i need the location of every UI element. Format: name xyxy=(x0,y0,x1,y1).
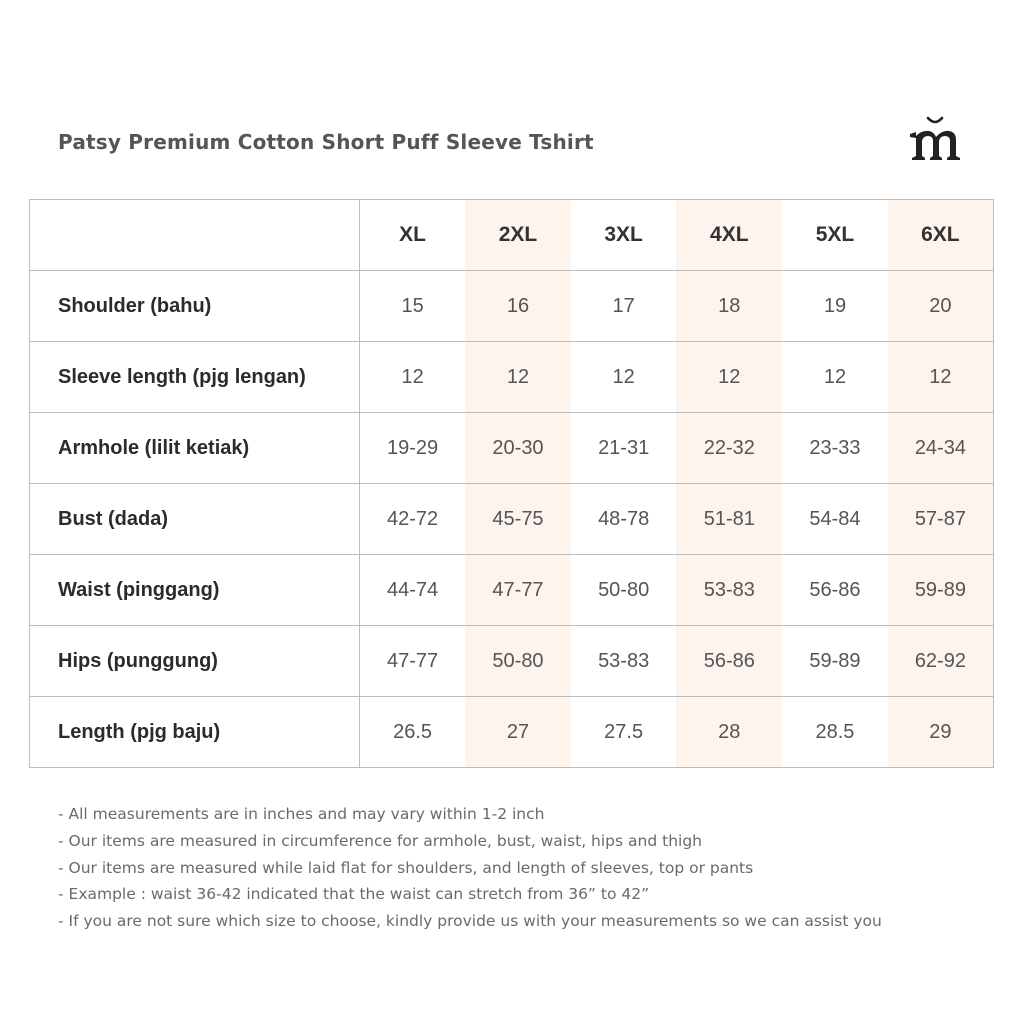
brand-logo-icon xyxy=(906,112,964,166)
table-cell: 12 xyxy=(888,342,994,413)
row-label: Bust (dada) xyxy=(30,484,360,555)
table-cell: 26.5 xyxy=(360,697,466,768)
note-item: - If you are not sure which size to choose, kindly provide us with your measurements so we can assist you xyxy=(58,912,882,931)
note-item: - Example : waist 36-42 indicated that the waist can stretch from 36” to 42” xyxy=(58,885,650,904)
table-cell: 57-87 xyxy=(888,484,994,555)
size-header-6xl: 6XL xyxy=(888,200,994,271)
size-header-xl: XL xyxy=(360,200,466,271)
table-cell: 18 xyxy=(676,271,782,342)
table-cell: 59-89 xyxy=(888,555,994,626)
table-row xyxy=(30,271,994,342)
table-cell: 17 xyxy=(571,271,677,342)
table-cell: 59-89 xyxy=(782,626,888,697)
size-header-row xyxy=(30,200,994,271)
table-cell: 56-86 xyxy=(782,555,888,626)
note-item: - Our items are measured in circumference for armhole, bust, waist, hips and thigh xyxy=(58,831,702,850)
table-cell: 12 xyxy=(571,342,677,413)
note-item: - All measurements are in inches and may vary within 1-2 inch xyxy=(58,805,545,823)
measurement-notes xyxy=(58,801,882,935)
row-label: Length (pjg baju) xyxy=(30,697,360,768)
table-cell: 53-83 xyxy=(676,555,782,626)
table-cell: 24-34 xyxy=(888,413,994,484)
table-cell: 28 xyxy=(676,697,782,768)
row-label: Sleeve length (pjg lengan) xyxy=(30,342,360,413)
table-cell: 16 xyxy=(465,271,571,342)
page-title: Patsy Premium Cotton Short Puff Sleeve Tshirt xyxy=(58,130,594,154)
table-cell: 47-77 xyxy=(360,626,466,697)
table-cell: 21-31 xyxy=(571,413,677,484)
size-chart-table xyxy=(29,199,994,768)
table-cell: 50-80 xyxy=(465,626,571,697)
table-cell: 28.5 xyxy=(782,697,888,768)
table-cell: 12 xyxy=(360,342,466,413)
row-label: Waist (pinggang) xyxy=(30,555,360,626)
table-row xyxy=(30,697,994,768)
size-header-4xl: 4XL xyxy=(676,200,782,271)
table-cell: 42-72 xyxy=(360,484,466,555)
table-row xyxy=(30,626,994,697)
table-cell: 54-84 xyxy=(782,484,888,555)
row-label: Shoulder (bahu) xyxy=(30,271,360,342)
table-cell: 62-92 xyxy=(888,626,994,697)
table-cell: 50-80 xyxy=(571,555,677,626)
table-cell: 19 xyxy=(782,271,888,342)
table-cell: 12 xyxy=(782,342,888,413)
table-cell: 45-75 xyxy=(465,484,571,555)
table-cell: 56-86 xyxy=(676,626,782,697)
table-row xyxy=(30,484,994,555)
row-label: Hips (punggung) xyxy=(30,626,360,697)
table-cell: 12 xyxy=(676,342,782,413)
table-cell: 12 xyxy=(465,342,571,413)
row-label: Armhole (lilit ketiak) xyxy=(30,413,360,484)
note-item: - Our items are measured while laid flat for shoulders, and length of sleeves, top or pants xyxy=(58,858,754,877)
table-row xyxy=(30,342,994,413)
size-header-5xl: 5XL xyxy=(782,200,888,271)
table-cell: 44-74 xyxy=(360,555,466,626)
table-cell: 47-77 xyxy=(465,555,571,626)
table-row xyxy=(30,413,994,484)
table-cell: 48-78 xyxy=(571,484,677,555)
corner-cell xyxy=(30,200,360,271)
table-cell: 19-29 xyxy=(360,413,466,484)
table-cell: 20 xyxy=(888,271,994,342)
table-cell: 15 xyxy=(360,271,466,342)
table-cell: 29 xyxy=(888,697,994,768)
table-cell: 51-81 xyxy=(676,484,782,555)
size-header-2xl: 2XL xyxy=(465,200,571,271)
size-header-3xl: 3XL xyxy=(571,200,677,271)
table-cell: 53-83 xyxy=(571,626,677,697)
table-cell: 23-33 xyxy=(782,413,888,484)
table-cell: 27 xyxy=(465,697,571,768)
table-cell: 20-30 xyxy=(465,413,571,484)
table-cell: 22-32 xyxy=(676,413,782,484)
table-cell: 27.5 xyxy=(571,697,677,768)
table-row xyxy=(30,555,994,626)
